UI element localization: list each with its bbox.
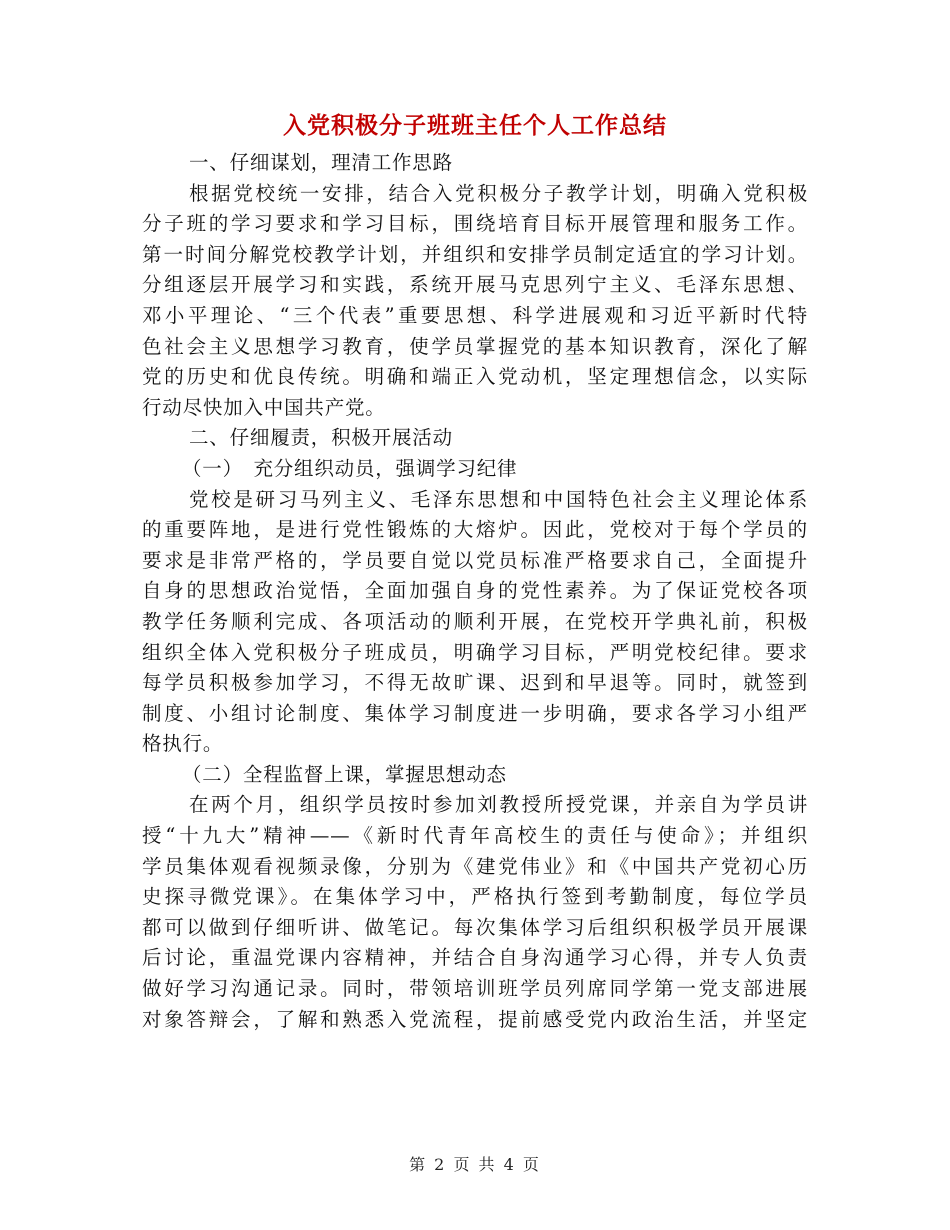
document-title: 入党积极分子班班主任个人工作总结 bbox=[283, 112, 667, 139]
paragraph-line: 学员集体观看视频录像，分别为《建党伟业》和《中国共产党初心历 bbox=[142, 854, 808, 878]
paragraph-line: 自身的思想政治觉悟，全面加强自身的党性素养。为了保证党校各项 bbox=[142, 579, 808, 603]
section-heading: 二、仔细履责，积极开展活动 bbox=[189, 426, 453, 450]
document-body bbox=[142, 148, 808, 1035]
paragraph-line: 组织全体入党积极分子班成员，明确学习目标，严明党校纪律。要求 bbox=[142, 640, 808, 664]
paragraph-line: 分子班的学习要求和学习目标，围绕培育目标开展管理和服务工作。 bbox=[142, 212, 808, 236]
paragraph-line: 党的历史和优良传统。明确和端正入党动机，坚定理想信念，以实际 bbox=[142, 365, 808, 389]
paragraph-line: 行动尽快加入中国共产党。 bbox=[142, 395, 386, 419]
paragraph-line: 要求是非常严格的，学员要自觉以党员标准严格要求自己，全面提升 bbox=[142, 548, 808, 572]
paragraph-line: 邓小平理论、“三个代表”重要思想、科学进展观和习近平新时代特 bbox=[142, 303, 808, 327]
paragraph-line: 后讨论，重温党课内容精神，并结合自身沟通学习心得，并专人负责 bbox=[142, 946, 808, 970]
paragraph-line: 第一时间分解党校教学计划，并组织和安排学员制定适宜的学习计划。 bbox=[142, 242, 808, 266]
paragraph-line: 党校是研习马列主义、毛泽东思想和中国特色社会主义理论体系 bbox=[189, 487, 808, 511]
paragraph-line: 的重要阵地，是进行党性锻炼的大熔炉。因此，党校对于每个学员的 bbox=[142, 518, 808, 542]
paragraph-line: 授“十九大”精神——《新时代青年高校生的责任与使命》；并组织 bbox=[142, 824, 808, 848]
paragraph-line: 在两个月，组织学员按时参加刘教授所授党课，并亲自为学员讲 bbox=[189, 793, 808, 817]
section-heading: 一、仔细谋划，理清工作思路 bbox=[189, 151, 453, 174]
paragraph-line: 史探寻微党课》。在集体学习中，严格执行签到考勤制度，每位学员 bbox=[142, 885, 808, 909]
paragraph-line: 对象答辩会，了解和熟悉入党流程，提前感受党内政治生活，并坚定 bbox=[142, 1007, 808, 1031]
paragraph-line: 制度、小组讨论制度、集体学习制度进一步明确，要求各学习小组严 bbox=[142, 701, 808, 725]
page-number: 第 2 页 共 4 页 bbox=[409, 1155, 541, 1174]
subsection-heading: （二）全程监督上课，掌握思想动态 bbox=[182, 762, 507, 786]
paragraph-line: 根据党校统一安排，结合入党积极分子教学计划，明确入党积极 bbox=[189, 181, 808, 205]
paragraph-line: 色社会主义思想学习教育，使学员掌握党的基本知识教育，深化了解 bbox=[142, 334, 808, 358]
paragraph-line: 分组逐层开展学习和实践，系统开展马克思列宁主义、毛泽东思想、 bbox=[142, 273, 808, 297]
paragraph-line: 做好学习沟通记录。同时，带领培训班学员列席同学第一党支部进展 bbox=[142, 977, 808, 1001]
paragraph-line: 教学任务顺利完成、各项活动的顺利开展，在党校开学典礼前，积极 bbox=[142, 609, 808, 633]
paragraph-line: 每学员积极参加学习，不得无故旷课、迟到和早退等。同时，就签到 bbox=[142, 671, 808, 695]
paragraph-line: 格执行。 bbox=[142, 732, 224, 756]
paragraph-line: 都可以做到仔细听讲、做笔记。每次集体学习后组织积极学员开展课 bbox=[142, 915, 808, 939]
subsection-heading: （一） 充分组织动员，强调学习纪律 bbox=[182, 456, 518, 480]
